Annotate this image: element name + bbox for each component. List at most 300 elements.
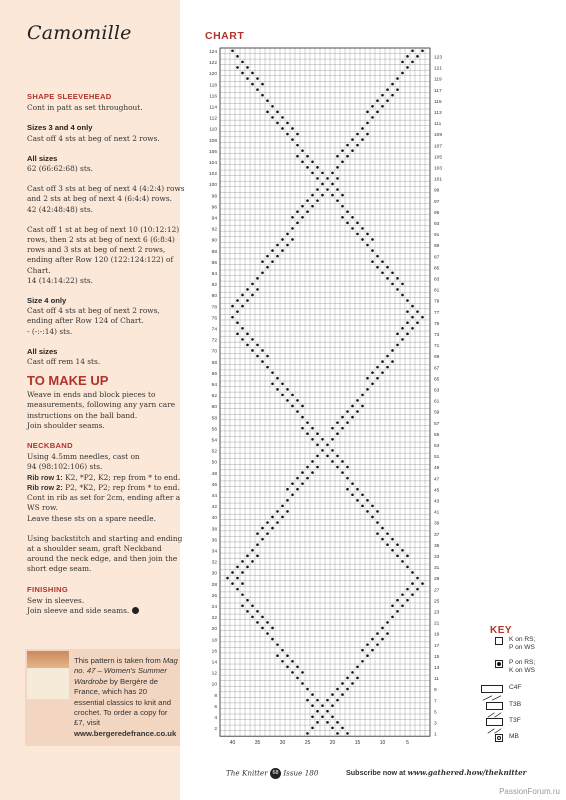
sizes-heading: All sizes [27,346,58,356]
purl-dot [301,416,304,419]
purl-dot [256,610,259,613]
purl-dot [381,360,384,363]
purl-dot [416,321,419,324]
purl-dot [346,466,349,469]
column-label: 20 [329,740,336,747]
purl-dot [256,277,259,280]
purl-dot [401,338,404,341]
purl-dot [376,532,379,535]
purl-dot [396,610,399,613]
purl-dot [356,666,359,669]
row-label-left: 110 [209,127,217,133]
key-item-label [509,717,521,725]
purl-dot [381,260,384,263]
row-label-right: 75 [434,321,440,327]
purl-dot [296,155,299,158]
purl-dot [321,715,324,718]
purl-dot [361,127,364,130]
purl-dot [346,732,349,735]
purl-dot [321,704,324,707]
purl-dot [401,327,404,330]
purl-dot [406,566,409,569]
purl-dot [246,555,249,558]
row-label-right: 63 [434,388,440,394]
row-label-left: 114 [209,105,217,111]
purl-dot [256,543,259,546]
purl-dot [401,72,404,75]
shape-sleevehead-heading: SHAPE SLEEVEHEAD [27,92,112,101]
purl-dot [231,305,234,308]
row-label-left: 86 [211,260,217,266]
purl-dot [346,688,349,691]
purl-dot [401,283,404,286]
row-label-right: 117 [434,88,442,94]
purl-dot [366,510,369,513]
chart-heading: CHART [205,30,245,42]
purl-dot [286,388,289,391]
t3f-cable-icon [486,718,503,726]
neckband-heading: NECKBAND [27,441,73,451]
purl-dot [271,105,274,108]
purl-dot [346,677,349,680]
row-label-right: 27 [434,588,440,594]
row-label-right: 11 [434,677,439,683]
purl-dot [356,677,359,680]
purl-dot [396,88,399,91]
instruction-text: Leave these sts on a spare needle. [27,513,156,523]
purl-dot [316,177,319,180]
row-label-left: 68 [211,360,217,366]
row-label-left: 12 [211,671,217,677]
purl-dot [406,599,409,602]
purl-dot [251,83,254,86]
row-label-left: 44 [211,493,217,499]
instruction-text: Using 4.5mm needles, cast on [27,452,140,462]
purl-dot [246,77,249,80]
row-label-left: 60 [211,405,217,411]
purl-dot [396,543,399,546]
purl-dot [286,399,289,402]
row-label-left: 120 [208,72,217,78]
purl-dot [261,616,264,619]
purl-dot [276,111,279,114]
purl-dot [336,155,339,158]
row-label-right: 69 [434,355,440,361]
purl-dot [316,455,319,458]
purl-dot [291,493,294,496]
purl-dot [391,538,394,541]
purl-dot [386,99,389,102]
purl-dot [376,643,379,646]
purl-dot [341,471,344,474]
purl-dot [336,699,339,702]
purl-dot [316,699,319,702]
purl-dot [311,471,314,474]
purl-dot [301,405,304,408]
purl-dot [421,582,424,585]
purl-dot [386,632,389,635]
purl-dot [296,222,299,225]
purl-dot [326,721,329,724]
purl-dot [296,133,299,136]
purl-dot [316,466,319,469]
row-label-left: 58 [211,416,217,422]
purl-dot [281,382,284,385]
purl-dot [391,616,394,619]
purl-dot [311,194,314,197]
purl-dot [316,721,319,724]
purl-dot [346,155,349,158]
purl-dot [276,643,279,646]
purl-dot [336,721,339,724]
row-label-right: 67 [434,366,440,372]
purl-dot [306,166,309,169]
promo-url-link[interactable]: www.bergeredefrance.co.uk [74,728,177,738]
purl-dot [281,516,284,519]
row-label-left: 104 [208,160,217,166]
purl-dot [306,421,309,424]
purl-dot [241,327,244,330]
row-label-right: 109 [434,133,443,139]
purl-dot [351,493,354,496]
purl-dot [381,627,384,630]
purl-dot [301,205,304,208]
row-label-right: 23 [434,610,440,616]
purl-dot [326,444,329,447]
purl-dot [241,338,244,341]
row-label-right: 29 [434,577,440,583]
promo-text [74,656,178,739]
purl-dot [231,49,234,52]
purl-dot [276,122,279,125]
purl-dot [321,438,324,441]
purl-dot [236,55,239,58]
row-label-left: 84 [211,271,217,277]
purl-dot [411,316,414,319]
row-label-left: 8 [214,693,217,699]
purl-dot [246,599,249,602]
purl-dot [346,477,349,480]
row-label-left: 90 [211,238,217,244]
purl-dot [391,271,394,274]
page-number-badge: 68 [270,768,281,779]
purl-dot [236,588,239,591]
key-item-text: T3F [509,717,521,724]
key-item-label [509,684,521,692]
purl-dot [311,438,314,441]
purl-dot [381,527,384,530]
purl-dot [331,449,334,452]
purl-dot [256,532,259,535]
purl-dot [336,166,339,169]
purl-dot [266,355,269,358]
purl-dot [231,582,234,585]
purl-dot [291,227,294,230]
purl-dot [286,244,289,247]
purl-dot [271,249,274,252]
purl-dot [371,638,374,641]
purl-dot [386,266,389,269]
key-item-text: P on RS; [509,659,536,666]
row-label-right: 13 [434,666,440,672]
purl-dot [256,288,259,291]
row-label-right: 77 [434,310,440,316]
purl-dot [246,66,249,69]
pattern-title: Camomille [27,22,132,44]
purl-dot [261,271,264,274]
purl-dot [411,582,414,585]
key-item-text: K on RS; [509,636,536,643]
purl-dot [366,244,369,247]
row-label-left: 20 [211,627,217,633]
row-label-left: 32 [211,560,217,566]
purl-dot [371,105,374,108]
purl-dot [366,377,369,380]
row-label-right: 71 [434,344,440,350]
purl-dot [296,410,299,413]
purl-dot [331,460,334,463]
row-label-right: 65 [434,377,440,383]
purl-dot [416,577,419,580]
column-label: 35 [254,740,261,747]
purl-dot [271,260,274,263]
purl-dot [396,333,399,336]
instruction-text: 14 (14:14:22) sts. [27,275,93,285]
instruction-text: - (-:-:14) sts. [27,326,73,336]
purl-dot [316,710,319,713]
dot-square-icon [495,660,503,668]
row-label-left: 62 [211,394,217,400]
purl-dot [246,344,249,347]
row-label-left: 116 [209,94,217,100]
purl-dot [271,382,274,385]
purl-dot [351,682,354,685]
purl-dot [236,577,239,580]
purl-dot [246,566,249,569]
purl-dot [356,133,359,136]
row-label-left: 14 [211,660,217,666]
purl-dot [286,654,289,657]
row-label-left: 108 [208,138,217,144]
row-label-right: 121 [434,66,443,72]
purl-dot [366,111,369,114]
purl-dot [376,510,379,513]
purl-dot [361,227,364,230]
purl-dot [341,682,344,685]
purl-dot [341,149,344,152]
purl-dot [366,122,369,125]
purl-dot [406,321,409,324]
row-label-left: 34 [211,549,217,555]
purl-dot [381,538,384,541]
row-label-right: 99 [434,188,440,194]
purl-dot [391,360,394,363]
key-item-text: MB [509,733,519,740]
column-label: 40 [229,740,236,747]
purl-dot [391,604,394,607]
row-label-right: 113 [434,111,442,117]
rib-row-1 [27,473,187,483]
purl-dot [356,399,359,402]
row-label-right: 101 [434,177,443,183]
purl-dot [271,371,274,374]
purl-dot [406,555,409,558]
purl-dot [341,416,344,419]
purl-dot [331,183,334,186]
purl-dot [386,277,389,280]
key-item-text: K on WS [509,667,536,674]
footer-issue-number: Issue 180 [283,768,319,778]
purl-dot [251,283,254,286]
purl-dot [411,305,414,308]
purl-dot [341,427,344,430]
purl-dot [261,260,264,263]
column-label: 15 [354,740,361,747]
row-label-right: 97 [434,199,440,205]
t3b-cable-icon [486,702,503,710]
row-label-left: 82 [211,283,217,289]
purl-dot [396,288,399,291]
row-label-left: 56 [211,427,217,433]
purl-dot [371,649,374,652]
purl-dot [256,355,259,358]
row-label-left: 88 [211,249,217,255]
row-label-right: 15 [434,654,440,660]
purl-dot [331,727,334,730]
purl-dot [266,521,269,524]
purl-dot [371,371,374,374]
c4f-cable-icon [481,685,503,693]
purl-dot [326,699,329,702]
purl-dot [381,271,384,274]
purl-dot [241,294,244,297]
column-label: 25 [304,740,311,747]
purl-dot [291,216,294,219]
purl-dot [371,249,374,252]
purl-dot [321,449,324,452]
row-label-left: 124 [208,49,217,55]
purl-dot [271,527,274,530]
purl-dot [296,210,299,213]
purl-dot [236,333,239,336]
key-item-label [509,733,519,741]
row-label-right: 103 [434,166,443,172]
key-item-label [509,636,535,652]
row-label-right: 5 [434,710,437,716]
purl-dot [401,604,404,607]
instruction-text: Join shoulder seams. [27,420,105,430]
purl-dot [281,660,284,663]
row-label-right: 43 [434,499,440,505]
purl-dot [361,138,364,141]
purl-dot [351,216,354,219]
purl-dot [236,566,239,569]
purl-dot [306,210,309,213]
purl-dot [346,488,349,491]
row-label-right: 115 [434,99,442,105]
promo-pre: This pattern is taken from [74,656,163,665]
purl-dot [261,527,264,530]
purl-dot [401,593,404,596]
purl-dot [386,621,389,624]
purl-dot [356,499,359,502]
purl-dot [336,455,339,458]
purl-dot [301,482,304,485]
purl-dot [336,688,339,691]
footer-subscribe-text: Subscribe now at [346,768,408,777]
row-label-right: 85 [434,266,440,272]
row-label-right: 41 [434,510,440,516]
purl-dot [356,233,359,236]
purl-dot [366,643,369,646]
purl-dot [376,111,379,114]
row-label-right: 19 [434,632,440,638]
row-label-left: 38 [211,527,217,533]
purl-dot [256,555,259,558]
empty-square-icon [495,637,503,645]
purl-dot [341,216,344,219]
purl-dot [301,149,304,152]
purl-dot [266,532,269,535]
purl-dot [336,432,339,435]
end-mark-icon [132,607,139,614]
purl-dot [341,727,344,730]
purl-dot [361,238,364,241]
purl-dot [306,466,309,469]
purl-dot [236,66,239,69]
purl-dot [396,277,399,280]
row-label-left: 96 [211,205,217,211]
purl-dot [406,310,409,313]
column-label: 30 [279,740,286,747]
purl-dot [336,421,339,424]
purl-dot [361,505,364,508]
row-label-right: 61 [434,399,440,405]
purl-dot [276,654,279,657]
instruction-text: 94 (98:102:106) sts. [27,462,103,472]
row-label-left: 54 [211,438,217,444]
purl-dot [406,299,409,302]
purl-dot [391,283,394,286]
purl-dot [346,210,349,213]
instruction-text: Cont in rib as set for 2cm, ending after a WS row. [27,493,181,513]
purl-dot [266,632,269,635]
purl-dot [251,560,254,563]
purl-dot [231,316,234,319]
row-label-right: 31 [434,566,440,572]
row-label-right: 35 [434,543,440,549]
row-label-left: 94 [211,216,217,222]
row-label-left: 46 [211,482,217,488]
key-item-label [509,659,535,675]
footer-subscribe-link[interactable]: www.gathered.how/theknitter [407,768,527,777]
purl-dot [241,582,244,585]
row-label-right: 87 [434,255,440,261]
purl-dot [241,305,244,308]
row-label-right: 89 [434,244,440,250]
purl-dot [241,593,244,596]
row-label-right: 3 [434,721,437,727]
knitting-chart [196,44,458,760]
rib-row-label: Rib row 2: [27,482,63,492]
purl-dot [336,188,339,191]
row-label-left: 22 [211,616,217,622]
purl-dot [341,460,344,463]
purl-dot [296,144,299,147]
purl-dot [276,255,279,258]
column-label: 5 [406,740,409,747]
purl-dot [411,61,414,64]
